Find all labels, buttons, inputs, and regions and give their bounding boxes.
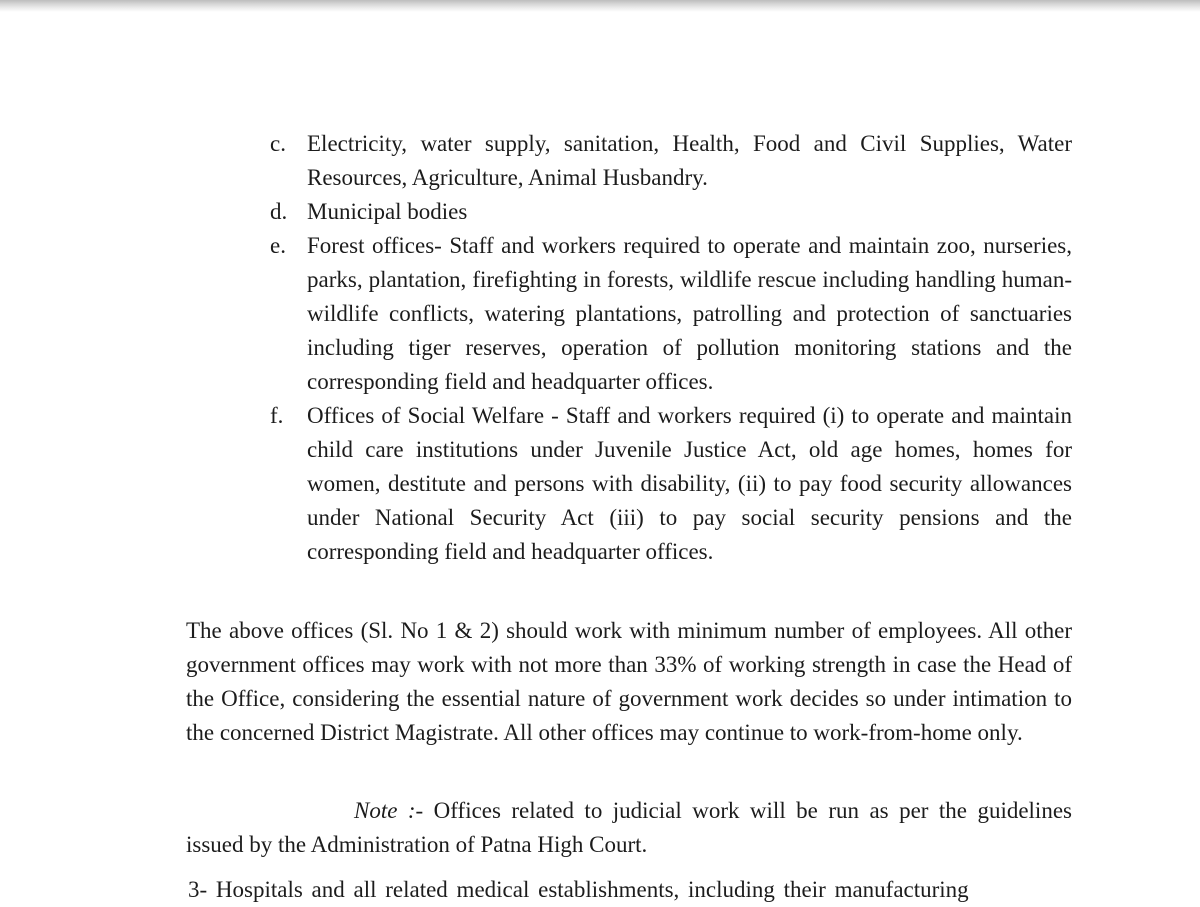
office-category-list	[270, 127, 1072, 569]
list-item-text: Municipal bodies	[307, 199, 468, 224]
list-item-d	[270, 195, 1072, 229]
list-item-text: Offices of Social Welfare - Staff and workers required (i) to operate and maintain child care institutions under Juvenile Justice Act, old age homes, homes for women, destitute and persons with disability, (ii) to pay food security allowances under National Security Act (iii) to pay social security pensions and the corresponding field and headquarter offices.	[307, 403, 1072, 564]
note-label: Note :-	[354, 798, 424, 823]
list-item-c	[270, 127, 1072, 195]
list-item-f	[270, 399, 1072, 569]
staffing-paragraph: The above offices (Sl. No 1 & 2) should work with minimum number of employees. All other government offices may work with not more than 33% of working strength in case the Head of the Office, considering the essential nature of government work decides so under intimation to the concerned District Magistrate. All other offices may continue to work-from-home only.	[186, 618, 1072, 745]
list-marker: f.	[270, 403, 284, 428]
note-text: Offices related to judicial work will be run as per the guidelines issued by the Administration of Patna High Court.	[186, 798, 1072, 857]
clause-3-partial: 3- Hospitals and all related medical establishments, including their manufacturing	[188, 877, 969, 902]
list-item-e	[270, 229, 1072, 399]
list-item-text: Forest offices- Staff and workers required to operate and maintain zoo, nurseries, parks, plantation, firefighting in forests, wildlife rescue including handling human- wildlife conflicts, watering plantations, patrolling and protection of sanctuaries including tiger reserves, operation of pollution monitoring stations and the corresponding field and headquarter offices.	[307, 233, 1072, 394]
list-marker: c.	[270, 131, 286, 156]
list-marker: d.	[270, 199, 288, 224]
note-paragraph	[186, 794, 1072, 862]
list-marker: e.	[270, 233, 286, 258]
list-item-text: Electricity, water supply, sanitation, Health, Food and Civil Supplies, Water Resources, Agriculture, Animal Husbandry.	[307, 131, 1072, 190]
